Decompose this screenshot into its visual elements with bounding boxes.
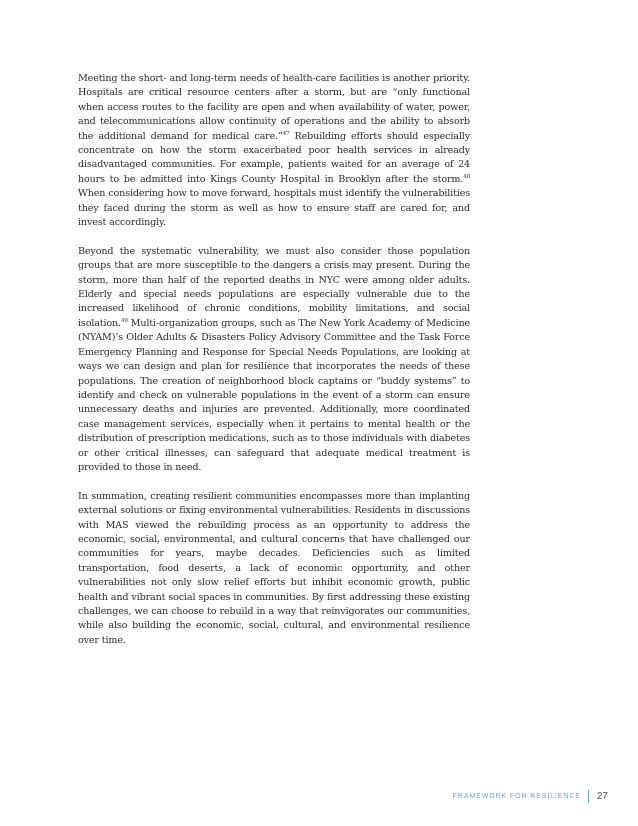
paragraph-vulnerable-populations: [78, 245, 470, 476]
footer-section-label: FRAMEWORK FOR RESILIENCE: [452, 793, 581, 800]
paragraph-text: Rebuilding efforts should especially concentrate on how the storm exacerbated poor health services in already disadvantaged communities. For example, patients waited for an average of 24 hours to be admitted into Kings County Hospital in Brooklyn after the storm.: [78, 130, 470, 185]
footnote-ref: 48: [463, 173, 470, 180]
paragraph-summation: [78, 490, 470, 648]
footer-divider: [588, 790, 589, 803]
body-text: [78, 72, 470, 663]
footnote-ref: 47: [282, 130, 290, 137]
paragraph-health-care: [78, 72, 470, 230]
paragraph-text: In summation, creating resilient communities encompasses more than implanting external solutions or fixing environmental vulnerabilities. Residents in discussions with MAS viewed the rebuilding process as an opportunity to address the economic, social, environmental, and cultural concerns that have challenged our communities for years, maybe decades. Deficiencies such as limited transportation, food deserts, a lack of economic opportunity, and other vulnerabilities not only slow relief efforts but inhibit economic growth, public health and vibrant social spaces in communities. By first addressing these existing challenges, we can choose to rebuild in a way that reinvigorates our communities, while also building the economic, social, cultural, and environmental resilience over time.: [78, 490, 470, 646]
footnote-ref: 49: [120, 317, 128, 324]
paragraph-text: Multi-organization groups, such as The New York Academy of Medicine (NYAM)’s Older Adults & Disasters Policy Advisory Committee and the Task Force Emergency Planning and Response for Special Needs Populations, are looking at ways we can design and plan for resilience that incorporates the needs of these populations. The creation of neighborhood block captains or “buddy systems” to identify and check on vulnerable populations in the event of a storm can ensure unnecessary deaths and injuries are prevented. Additionally, more coordinated case management services, especially when it pertains to mental health or the distribution of prescription medications, such as to those individuals with diabetes or other critical illnesses, can safeguard that adequate medical treatment is provided to those in need.: [78, 317, 470, 473]
paragraph-text: When considering how to move forward, hospitals must identify the vulnerabilities they faced during the storm as well as how to ensure staff are cared for, and invest accordingly.: [78, 188, 470, 229]
page-footer: [453, 790, 608, 803]
paragraph-text: Meeting the short- and long-term needs of health-care facilities is another priority. Hospitals are critical resource centers after a storm, but are “only functional when access routes to the facility are open and when availability of water, power, and telecommunications allow continuity of operations and the ability to absorb the additional demand for medical care.”: [78, 73, 470, 142]
paragraph-text: Beyond the systematic vulnerability, we must also consider those population groups that are more susceptible to the dangers a crisis may present. During the storm, more than half of the reported deaths in NYC were among older adults. Elderly and special needs populations are especially vulnerable due to the increased likelihood of chronic conditions, mobility limitations, and social isolation.: [78, 245, 470, 329]
page-number: 27: [596, 791, 608, 802]
